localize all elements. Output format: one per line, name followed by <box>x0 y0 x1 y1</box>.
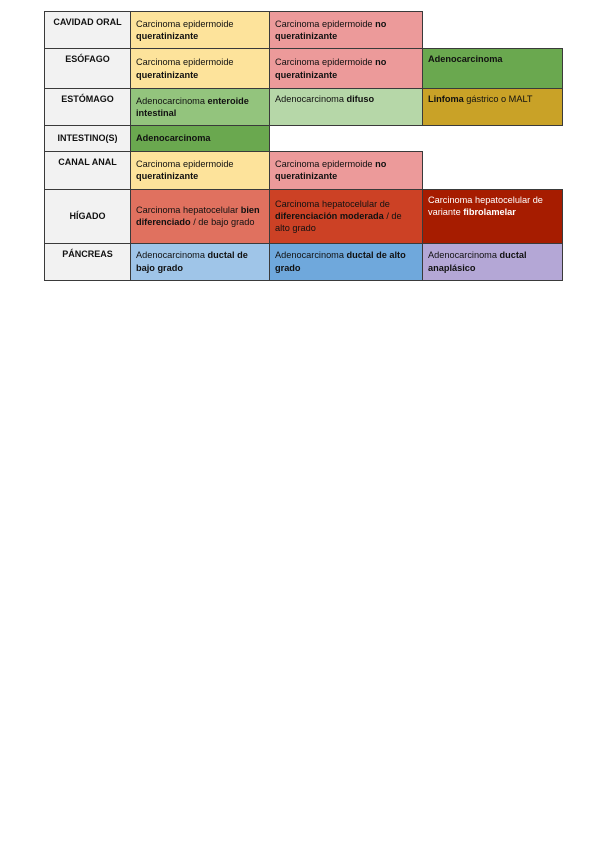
empty-cell <box>423 151 563 189</box>
tumor-cell: Carcinoma hepatocelular de variante fibrolamelar <box>423 189 563 243</box>
table-row <box>45 189 563 243</box>
organ-label: HÍGADO <box>45 189 131 243</box>
tumor-cell: Carcinoma epidermoide no queratinizante <box>270 49 423 88</box>
tumor-cell: Carcinoma epidermoide no queratinizante <box>270 12 423 49</box>
tumor-cell: Carcinoma epidermoide queratinizante <box>131 151 270 189</box>
table-row <box>45 243 563 280</box>
table-row <box>45 12 563 49</box>
empty-cell <box>423 12 563 49</box>
tumor-cell: Adenocarcinoma <box>131 126 270 151</box>
table-row <box>45 151 563 189</box>
organ-label: CANAL ANAL <box>45 151 131 189</box>
tumor-cell: Carcinoma hepatocelular bien diferenciado / de bajo grado <box>131 189 270 243</box>
tumor-cell: Adenocarcinoma ductal de alto grado <box>270 243 423 280</box>
tumor-cell: Carcinoma hepatocelular de diferenciación moderada / de alto grado <box>270 189 423 243</box>
tumor-cell: Carcinoma epidermoide queratinizante <box>131 12 270 49</box>
empty-cell <box>270 126 423 151</box>
tumor-cell: Carcinoma epidermoide no queratinizante <box>270 151 423 189</box>
tumor-cell: Adenocarcinoma difuso <box>270 88 423 125</box>
tumor-cell: Adenocarcinoma <box>423 49 563 88</box>
tumor-cell: Linfoma gástrico o MALT <box>423 88 563 125</box>
organ-label: CAVIDAD ORAL <box>45 12 131 49</box>
tumor-cell: Adenocarcinoma ductal anaplásico <box>423 243 563 280</box>
table-row <box>45 88 563 125</box>
table-row <box>45 49 563 88</box>
table-row <box>45 126 563 151</box>
tumor-cell: Carcinoma epidermoide queratinizante <box>131 49 270 88</box>
organ-label: ESÓFAGO <box>45 49 131 88</box>
empty-cell <box>423 126 563 151</box>
tumor-classification-table <box>44 11 563 281</box>
organ-label: PÁNCREAS <box>45 243 131 280</box>
tumor-cell: Adenocarcinoma ductal de bajo grado <box>131 243 270 280</box>
organ-label: ESTÓMAGO <box>45 88 131 125</box>
organ-label: INTESTINO(S) <box>45 126 131 151</box>
tumor-cell: Adenocarcinoma enteroide intestinal <box>131 88 270 125</box>
